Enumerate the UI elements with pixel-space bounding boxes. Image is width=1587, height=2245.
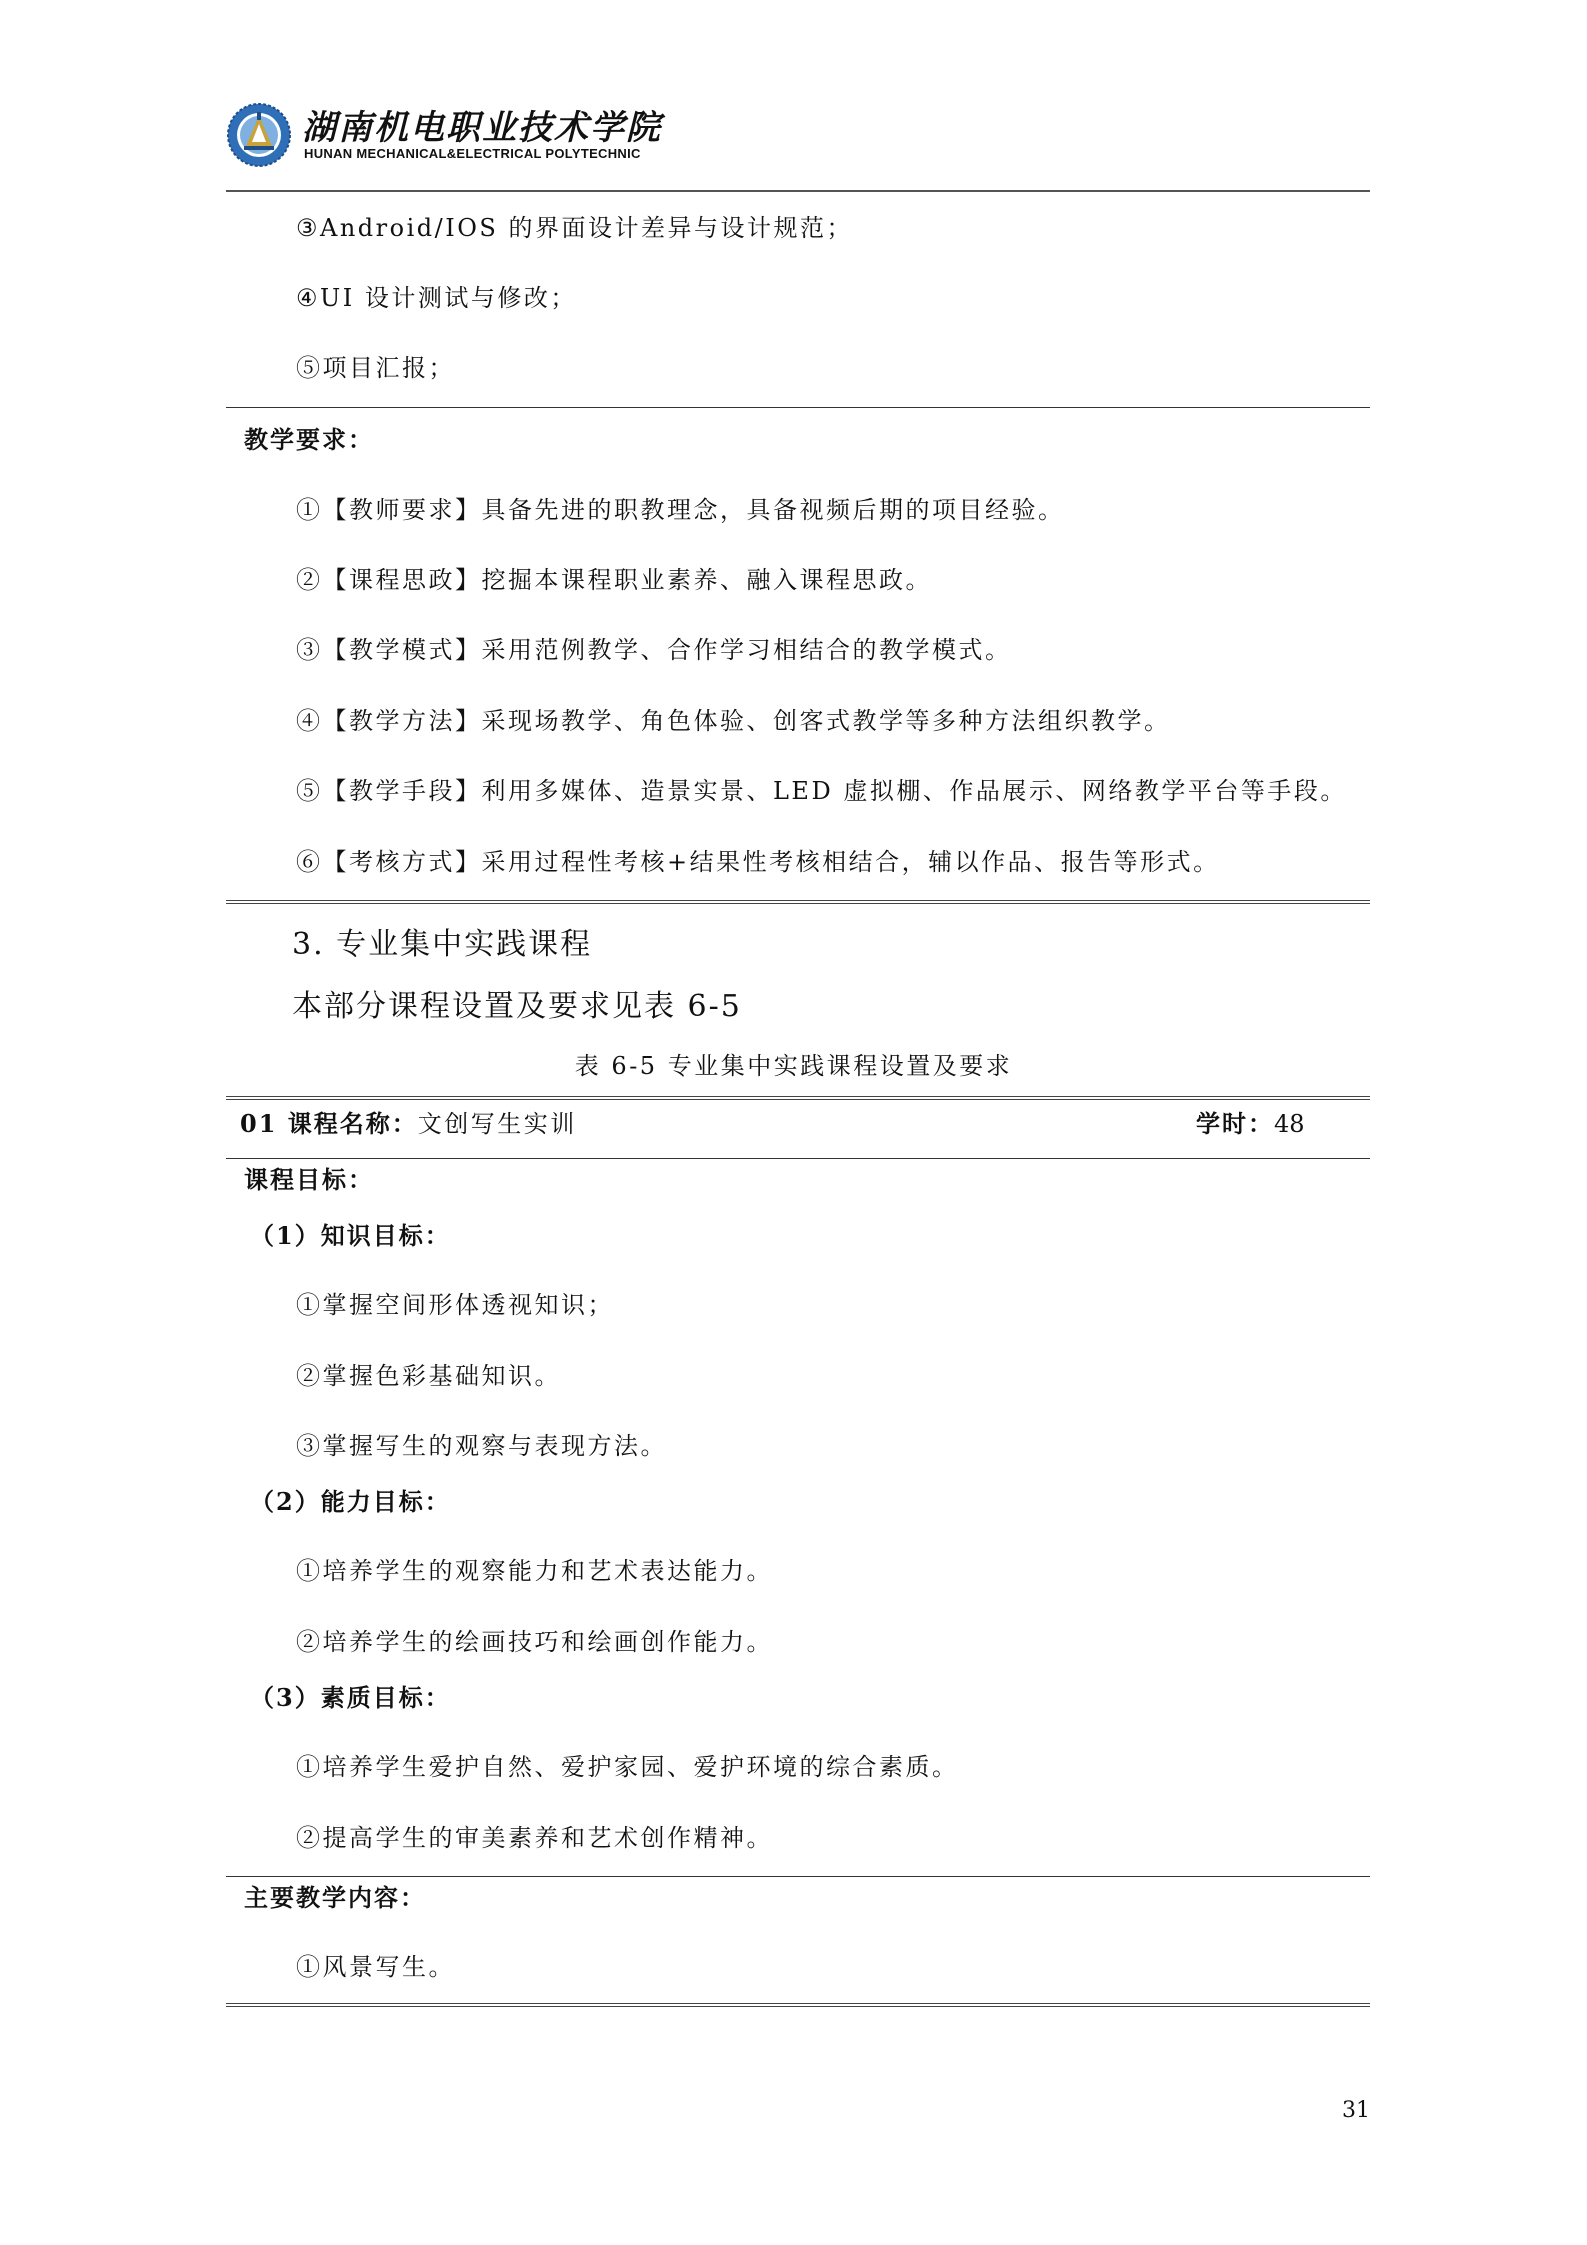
table-bottom-border: [226, 2003, 1370, 2007]
list-item: ④UI 设计测试与修改；: [296, 284, 577, 312]
list-item: ③掌握写生的观察与表现方法。: [296, 1432, 667, 1460]
table-bottom-border: [226, 900, 1370, 904]
list-item: ⑤项目汇报；: [296, 354, 455, 382]
list-item: ⑤【教学手段】利用多媒体、造景实景、LED 虚拟棚、作品展示、网络教学平台等手段。: [296, 777, 1347, 805]
list-item: ④【教学方法】采现场教学、角色体验、创客式教学等多种方法组织教学。: [296, 707, 1171, 735]
ability-objectives-label: （2）能力目标：: [250, 1487, 451, 1516]
list-item: ②掌握色彩基础知识。: [296, 1362, 561, 1390]
course-name-row: [240, 1109, 1340, 1138]
course-name-value: 文创写生实训: [417, 1110, 577, 1138]
course-hours: [1196, 1109, 1305, 1138]
course-objectives-label: 课程目标：: [244, 1165, 374, 1194]
page-number: 31: [1342, 2098, 1370, 2123]
list-item: ②提高学生的审美素养和艺术创作精神。: [296, 1824, 773, 1852]
list-item: ②【课程思政】挖掘本课程职业素养、融入课程思政。: [296, 566, 932, 594]
list-item: ②培养学生的绘画技巧和绘画创作能力。: [296, 1628, 773, 1656]
list-item: ①掌握空间形体透视知识；: [296, 1291, 614, 1319]
teaching-requirements-label: 教学要求：: [244, 425, 374, 454]
main-content-label: 主要教学内容：: [244, 1883, 426, 1912]
knowledge-objectives-label: （1）知识目标：: [250, 1221, 451, 1250]
list-item: ①培养学生爱护自然、爱护家园、爱护环境的综合素质。: [296, 1753, 959, 1781]
list-item: ①风景写生。: [296, 1953, 455, 1981]
school-name-cn: 湖南机电职业技术学院: [302, 108, 662, 148]
list-item: ③Android/IOS 的界面设计差异与设计规范；: [296, 214, 853, 242]
section-heading: 3. 专业集中实践课程: [292, 927, 593, 962]
list-item: ①【教师要求】具备先进的职教理念，具备视频后期的项目经验。: [296, 496, 1065, 524]
school-name-en: HUNAN MECHANICAL&ELECTRICAL POLYTECHNIC: [304, 146, 641, 161]
table-divider: [226, 1158, 1370, 1159]
school-seal-icon: [226, 102, 292, 168]
section-intro: 本部分课程设置及要求见表 6-5: [292, 989, 742, 1024]
table-divider: [226, 1876, 1370, 1877]
course-hours-value: 48: [1274, 1110, 1305, 1138]
course-hours-label: 学时：: [1196, 1109, 1274, 1138]
quality-objectives-label: （3）素质目标：: [250, 1683, 451, 1712]
header-divider: [226, 190, 1370, 192]
list-item: ③【教学模式】采用范例教学、合作学习相结合的教学模式。: [296, 636, 1012, 664]
course-name-label: 01 课程名称：: [240, 1109, 418, 1138]
page-header: [226, 96, 1370, 188]
table-divider: [226, 407, 1370, 408]
table-top-border: [226, 1096, 1370, 1100]
list-item: ①培养学生的观察能力和艺术表达能力。: [296, 1557, 773, 1585]
table-caption: 表 6-5 专业集中实践课程设置及要求: [574, 1052, 1013, 1080]
list-item: ⑥【考核方式】采用过程性考核+结果性考核相结合，辅以作品、报告等形式。: [296, 848, 1220, 876]
